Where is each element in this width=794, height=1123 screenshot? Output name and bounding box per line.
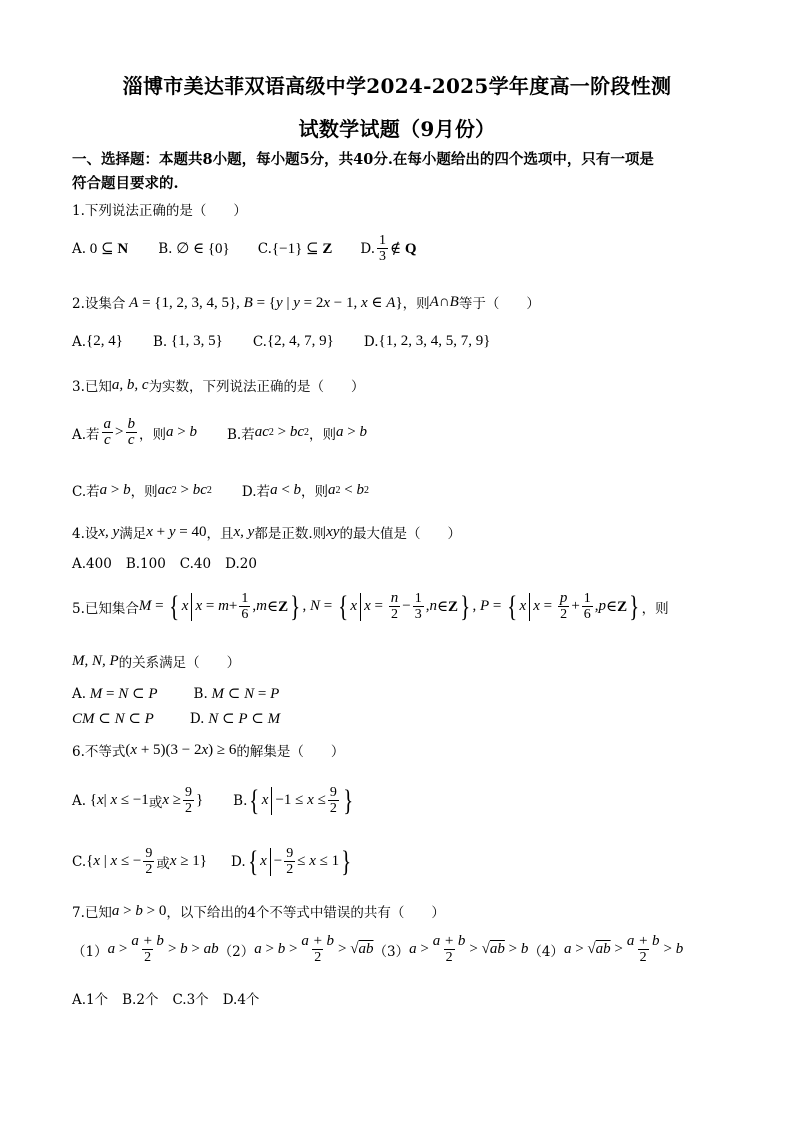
q7-option-b: B.2个 <box>122 992 159 1008</box>
q1-option-d: D. $\frac{1}{3}$ ∉ Q <box>360 233 417 264</box>
q5-option-b: B. M ⊂ N = P <box>193 685 280 702</box>
q5-option-a: A. M = N ⊂ P <box>72 685 158 702</box>
q6-option-b: B. { x −1 ≤ x ≤ $\frac{9}{2}$ } <box>233 783 354 817</box>
q7-option-a: A.1个 <box>72 992 109 1008</box>
q4-option-b: B.100 <box>125 556 166 572</box>
question-3-stem: 3.已知 a, b, c 为实数，下列说法正确的是（ ） <box>72 376 365 395</box>
page-title-line1: 淄博市美达菲双语高级中学2024-2025学年度高一阶段性测 <box>122 74 672 98</box>
question-6-stem: 6.不等式 (x + 5)(3 − 2x) ≥ 6 的解集是（ ） <box>72 741 345 760</box>
question-6-options-row2 <box>72 846 354 877</box>
q3-option-a: A.若 $\frac{a}{c}$ > $\frac{b}{c}$ ，则 a > b <box>72 416 197 448</box>
question-2-options <box>72 333 490 350</box>
q1-option-c: C. {−1} ⊆ Z <box>257 240 333 257</box>
q4-option-c: C.40 <box>179 556 212 572</box>
question-3-options-row2 <box>72 480 369 500</box>
question-5-stem: 5.已知集合 M = { x x = m + $\frac{1}{6}$ , m ∈Z } , N = { x x = $\frac{n}{2}$ − $\frac{1}{3}$ , n ∈Z } , P = { x x = $\frac{p}{2}$ + $\frac{1}{6}$ , p ∈Z } ，则 <box>72 589 669 623</box>
q1-option-a: A. 0 ⊆ N <box>72 240 129 257</box>
q6-option-a: A. {x| x ≤ −1 或 x ≥ $\frac{9}{2}$ } <box>72 785 204 816</box>
question-7-options <box>72 988 259 1008</box>
q7-item-3: （3） a > $\frac{a + b}{2}$ > √ab > b <box>373 933 529 965</box>
q7-item-4: （4） a > √ab > $\frac{a + b}{2}$ > b <box>528 933 684 965</box>
page-title-line2: 试数学试题（9月份） <box>298 117 496 141</box>
question-1-stem: 1.下列说法正确的是（ ） <box>72 203 247 219</box>
q3-option-b: B.若 ac 2 > bc 2 ，则 a > b <box>226 424 367 443</box>
question-7-items <box>72 934 683 965</box>
question-3-options-row1 <box>72 417 367 448</box>
q4-option-a: A.400 <box>72 556 112 572</box>
q5-option-d: D. N ⊂ P ⊂ M <box>189 710 281 727</box>
section-heading: 一、选择题：本题共8小题，每小题5分，共40分.在每小题给出的四个选项中，只有一项是 <box>72 151 654 168</box>
question-5-stem-cont: M, N, P 的关系满足（ ） <box>72 652 241 671</box>
q6-option-d: D. { x − $\frac{9}{2}$ ≤ x ≤ 1 } <box>231 844 352 878</box>
q3-option-c: C.若 a > b ，则 ac 2 > bc 2 <box>72 481 212 500</box>
q3-option-d: D.若 a < b ，则 a 2 < b 2 <box>241 481 369 500</box>
q2-option-c: C. {2, 4, 7, 9} <box>252 333 334 350</box>
q7-option-c: C.3个 <box>172 992 209 1008</box>
question-6-options-row1 <box>72 785 355 816</box>
q4-option-d: D.20 <box>225 556 257 572</box>
question-5-options-row1 <box>72 684 279 703</box>
question-1-options <box>72 233 417 264</box>
q7-option-d: D.4个 <box>222 992 260 1008</box>
question-4-options <box>72 556 257 572</box>
question-4-stem: 4.设 x, y 满足 x + y = 40 ，且 x, y 都是正数.则 xy 的最大值是（ ） <box>72 523 461 542</box>
q1-option-b: B. ∅ ∈ {0} <box>158 240 230 257</box>
question-5-options-row2 <box>72 709 280 728</box>
q5-option-c: CM ⊂ N ⊂ P <box>72 711 154 727</box>
section-heading-cont: 符合题目要求的. <box>72 175 179 192</box>
question-2-stem: 2.设集合 A = {1, 2, 3, 4, 5}, B = {y | y = 2x − 1, x ∈ A} ，则 A ∩ B 等于（ ） <box>72 293 540 312</box>
q7-item-1: （1） a > $\frac{a + b}{2}$ > b > ab <box>72 933 219 965</box>
q2-option-d: D. {1, 2, 3, 4, 5, 7, 9} <box>363 333 491 350</box>
question-7-stem: 7.已知 a > b > 0 ，以下给出的4个不等式中错误的共有（ ） <box>72 902 445 921</box>
q2-option-a: A. {2, 4} <box>72 333 123 350</box>
q7-item-2: （2） a > b > $\frac{a + b}{2}$ > √ab <box>218 933 374 965</box>
q2-option-b: B. {1, 3, 5} <box>152 333 223 350</box>
q6-option-c: C. {x | x ≤ − $\frac{9}{2}$ 或 x ≥ 1} <box>72 846 208 877</box>
